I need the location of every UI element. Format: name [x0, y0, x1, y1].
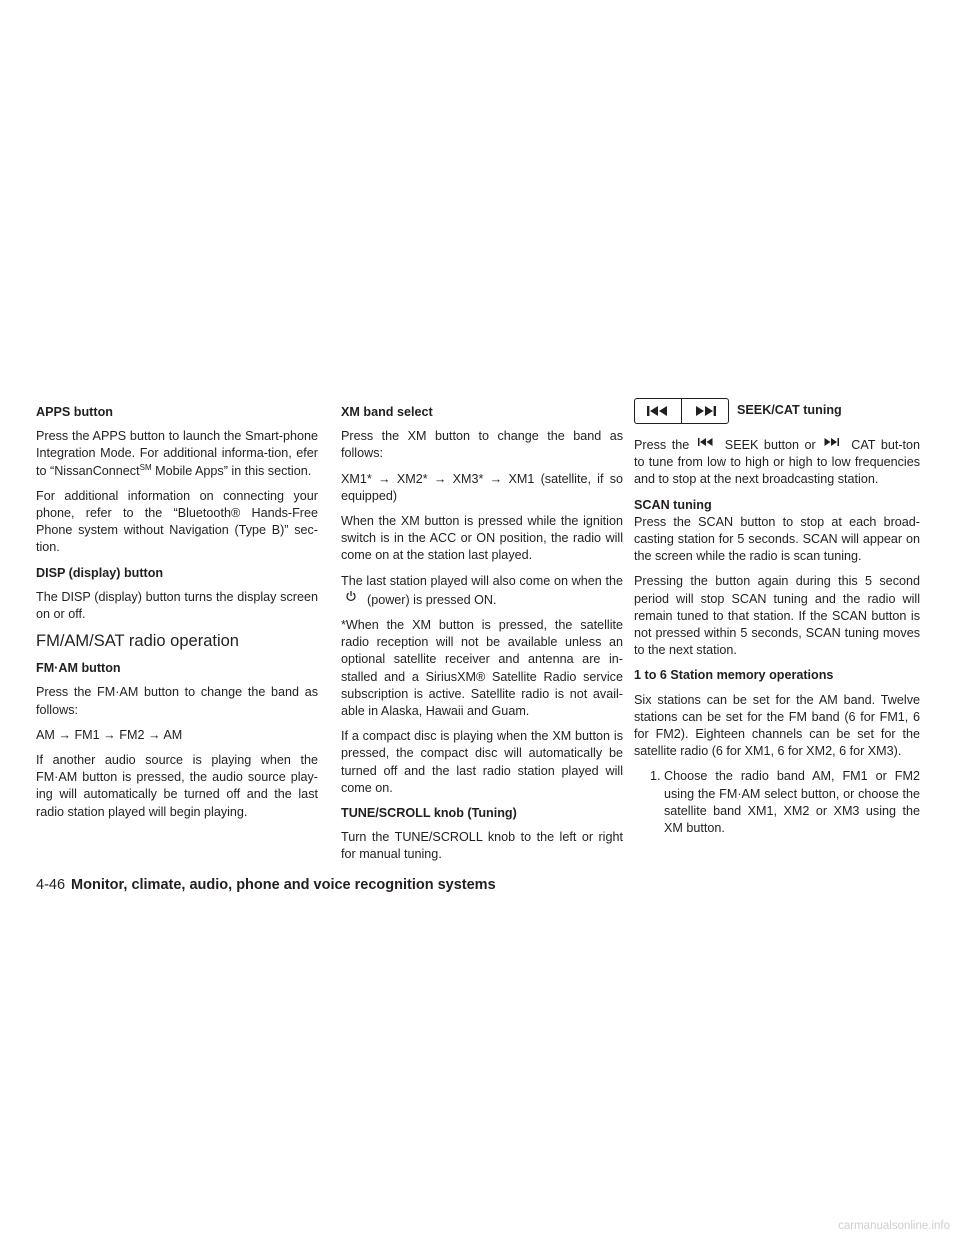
memory-heading: 1 to 6 Station memory operations: [634, 668, 834, 683]
xm-band-sequence: XM1* → XM2* → XM3* → XM1 (satellite, if so equipped): [341, 471, 623, 503]
scan-heading: SCAN tuning: [634, 497, 712, 512]
seek-heading: SEEK/CAT tuning: [737, 403, 842, 418]
list-item: 1. Choose the radio band AM, FM1 or FM2 using the FM·AM select button, or choose the satellite band XM1, XM2 or XM3 using the XM button.: [664, 768, 920, 837]
seek-heading-row: [634, 398, 920, 424]
fmam-band-sequence: AM → FM1 → FM2 → AM: [36, 727, 183, 742]
service-mark: SM: [139, 462, 152, 472]
xm-paragraph-1: Press the XM button to change the band as follows:: [341, 429, 623, 461]
xm-paragraph-6: If a compact disc is playing when the XM button is pressed, the compact disc will automatically be turned off and the last radio station played will come on.: [341, 729, 623, 795]
xm-paragraph-5: *When the XM button is pressed, the satellite radio reception will not be available unless an optional satellite receiver and antenna are in-stalled and a SiriusXM® Satellite Radio service subscription is active. Satellite radio is not avail-able in Alaska, Hawaii and Guam.: [341, 618, 623, 719]
tune-paragraph: Turn the TUNE/SCROLL knob to the left or right for manual tuning.: [341, 830, 623, 862]
fmam-paragraph-3: If another audio source is playing when the FM·AM button is pressed, the audio source play-ing will automatically be turned off and the last radio station played will begin playing.: [36, 753, 318, 819]
xm-paragraph-3: When the XM button is pressed while the ignition switch is in the ACC or ON position, the radio will come on at the station last played.: [341, 514, 623, 563]
xm-heading: XM band select: [341, 405, 433, 419]
watermark: carmanualsonline.info: [838, 1220, 950, 1232]
skip-forward-icon: [824, 434, 839, 451]
column-3: [634, 398, 920, 837]
fmam-heading: FM·AM button: [36, 661, 121, 676]
apps-paragraph-1: Press the APPS button to launch the Smart-phone Integration Mode. For additional informa-tion, efer to “NissanConnect℠ Mobile Apps” in this section.: [36, 429, 318, 478]
memory-steps: [634, 768, 920, 837]
apps-heading: APPS button: [36, 405, 113, 419]
power-icon: [345, 590, 357, 607]
column-2: [341, 404, 623, 872]
page-footer: [36, 877, 496, 893]
memory-paragraph: Six stations can be set for the AM band. Twelve stations can be set for the FM band (6 for FM1, 6 for FM2). Eighteen channels can be set for the satellite radio (6 for XM1, 6 for XM2, 6 for XM3).: [634, 692, 920, 759]
skip-back-icon: [635, 399, 681, 423]
column-1: [36, 404, 318, 829]
tune-heading: TUNE/SCROLL knob (Tuning): [341, 806, 517, 821]
xm-paragraph-4: The last station played will also come on when the (power) is pressed ON.: [341, 573, 623, 607]
page-number: 4-46: [36, 877, 66, 893]
scan-paragraph-1: Press the SCAN button to stop at each broad-casting station for 5 seconds. SCAN will appear on the screen while the radio is scan tuning.: [634, 514, 920, 564]
disp-paragraph: The DISP (display) button turns the display screen on or off.: [36, 589, 318, 622]
scan-paragraph-2: Pressing the button again during this 5 second period will stop SCAN tuning and the radio will remain tuned to that station. If the SCAN button is not pressed within 5 seconds, SCAN tuning moves to the next station.: [634, 574, 920, 658]
disp-heading: DISP (display) button: [36, 565, 164, 580]
apps-paragraph-2: For additional information on connecting your phone, refer to the “Bluetooth® Hands-Free Phone system without Navigation (Type B)” sec-tion.: [36, 488, 318, 555]
seek-paragraph: Press the SEEK button or CAT but-ton to tune from low to high or high to low frequencies and to stop at the next broadcasting station.: [634, 434, 920, 489]
skip-back-icon: [698, 434, 713, 451]
skip-forward-icon: [681, 399, 728, 423]
fmam-paragraph-1: Press the FM·AM button to change the band as follows:: [36, 685, 318, 717]
section-title: FM/AM/SAT radio operation: [36, 632, 239, 651]
seek-keys-illustration: [634, 398, 729, 424]
chapter-title: Monitor, climate, audio, phone and voice recognition systems: [71, 877, 496, 893]
